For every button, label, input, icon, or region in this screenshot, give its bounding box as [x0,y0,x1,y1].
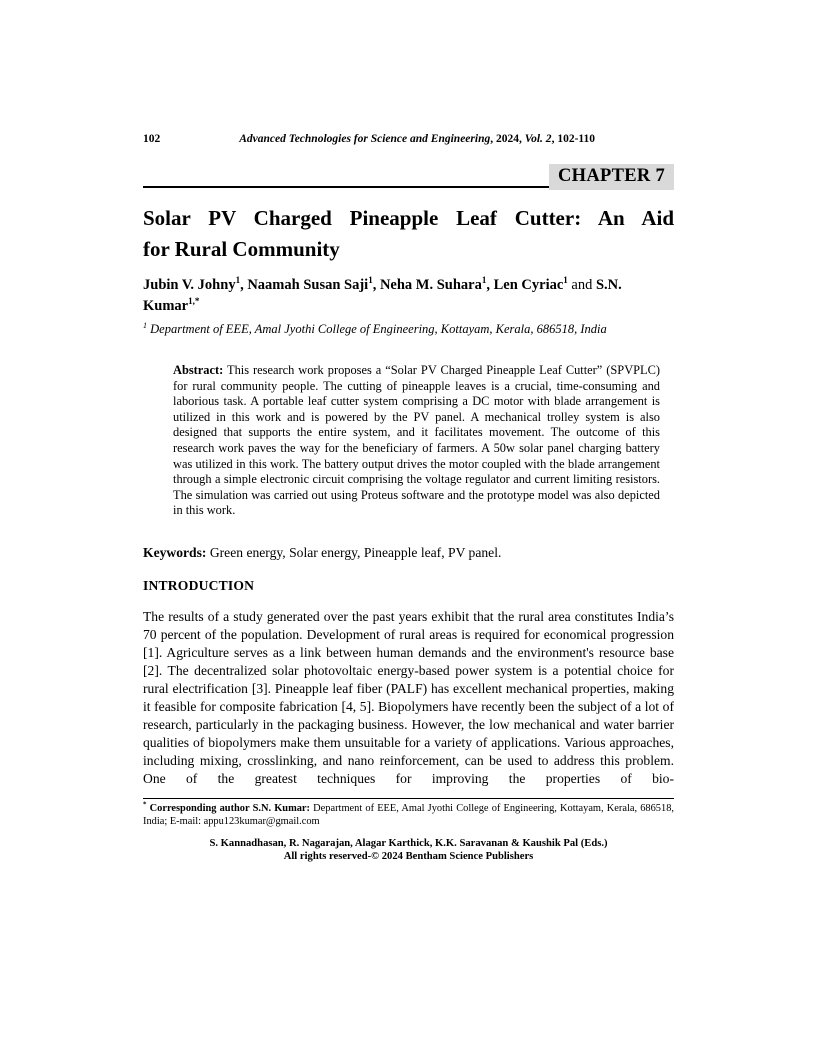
page-content [143,132,674,864]
authors-line [143,275,674,316]
abstract [173,363,660,519]
copyright-line: All rights reserved-© 2024 Bentham Science Publishers [283,851,534,863]
author-name: , Len Cyriac [486,277,564,293]
author-name: Jubin V. Johny [143,277,236,293]
running-head-volume: Vol. 2 [524,133,552,145]
authors-connector: and [567,277,596,293]
affiliation [143,321,674,337]
running-head-pages: , 102-110 [551,133,596,145]
chapter-badge: CHAPTER 7 [549,164,674,190]
running-head-row [143,132,674,146]
keywords [143,544,674,562]
intro-paragraph: The results of a study generated over the past years exhibit that the rural area constitutes India’s 70 percent of the population. Development of rural areas is required for economical progression [1]. Agriculture serves as a link between human demands and the environment's resource base [2]. The decentralized solar photovoltaic energy-based power system is a potential choice for rural electrification [3]. Pineapple leaf fiber (PALF) has excellent mechanical properties, making it feasible for composite fabrication [4, 5]. Biopolymers have recently been the subject of a lot of research, particularly in the packaging business. However, the low mechanical and water barrier qualities of biopolymers make them unsuitable for a variety of applications. Various approaches, including mixing, crosslinking, and nano reinforcement, can be used to address this problem. One of the greatest techniques for improving the properties of bio- [143,608,674,786]
author-superscript: 1 [481,275,487,286]
running-head-year: , 2024, [490,133,525,145]
abstract-text: This research work proposes a “Solar PV Charged Pineapple Leaf Cutter” (SPVPLC) for rural community people. The cutting of pineapple leaves is a crucial, time-consuming and laborious task. A portable leaf cutter system comprising a DC motor with blade arrangement is utilized in this work and is powered by the PV panel. A mechanical trolley system is also designed that supports the entire system, and it facilitates movement. The outcome of this research work paves the way for the beneficiary of farmers. A 50w solar panel charging battery was utilized in this work. The battery output drives the motor coupled with the blade arrangement through a simple electronic circuit comprising the voltage regulator and current limiting resistors. The simulation was carried out using Proteus software and the prototype model was also depicted in this work. [173,363,660,518]
author-name: , Naamah Susan Saji [240,277,369,293]
section-heading-introduction: INTRODUCTION [143,577,255,593]
footnote-rule [143,798,674,799]
article-title-line1: Solar PV Charged Pineapple Leaf Cutter: An Aid [143,206,674,230]
article-title-line2: for Rural Community [143,237,340,261]
affiliation-text: Department of EEE, Amal Jyothi College of Engineering, Kottayam, Kerala, 686518, India [147,322,607,336]
imprint [143,837,674,864]
running-head [160,132,674,146]
corresponding-author-footnote [143,802,674,828]
affiliation-superscript: 1 [143,320,147,330]
abstract-label: Abstract: [173,363,224,377]
journal-title: Advanced Technologies for Science and Engineering [239,133,491,145]
chapter-row [143,150,674,190]
author-superscript: 1,* [188,295,200,306]
page-number: 102 [143,133,161,145]
author-name: S.N. Kumar [143,277,622,314]
keywords-text: Green energy, Solar energy, Pineapple leaf, PV panel. [206,544,502,560]
author-name: , Neha M. Suhara [372,277,482,293]
footnote-marker: * [143,800,147,809]
author-superscript: 1 [368,275,373,286]
editors-line: S. Kannadhasan, R. Nagarajan, Alagar Karthick, K.K. Saravanan & Kaushik Pal (Eds.) [209,837,608,849]
author-superscript: 1 [563,275,568,286]
footnote-label: Corresponding author S.N. Kumar: [146,802,311,814]
footnote-text: Department of EEE, Amal Jyothi College of Engineering, Kottayam, Kerala, 686518, India; E-mail: appu123kumar@gmail.com [143,802,674,827]
keywords-label: Keywords: [143,544,207,560]
author-superscript: 1 [235,275,241,286]
article-title [143,203,674,265]
